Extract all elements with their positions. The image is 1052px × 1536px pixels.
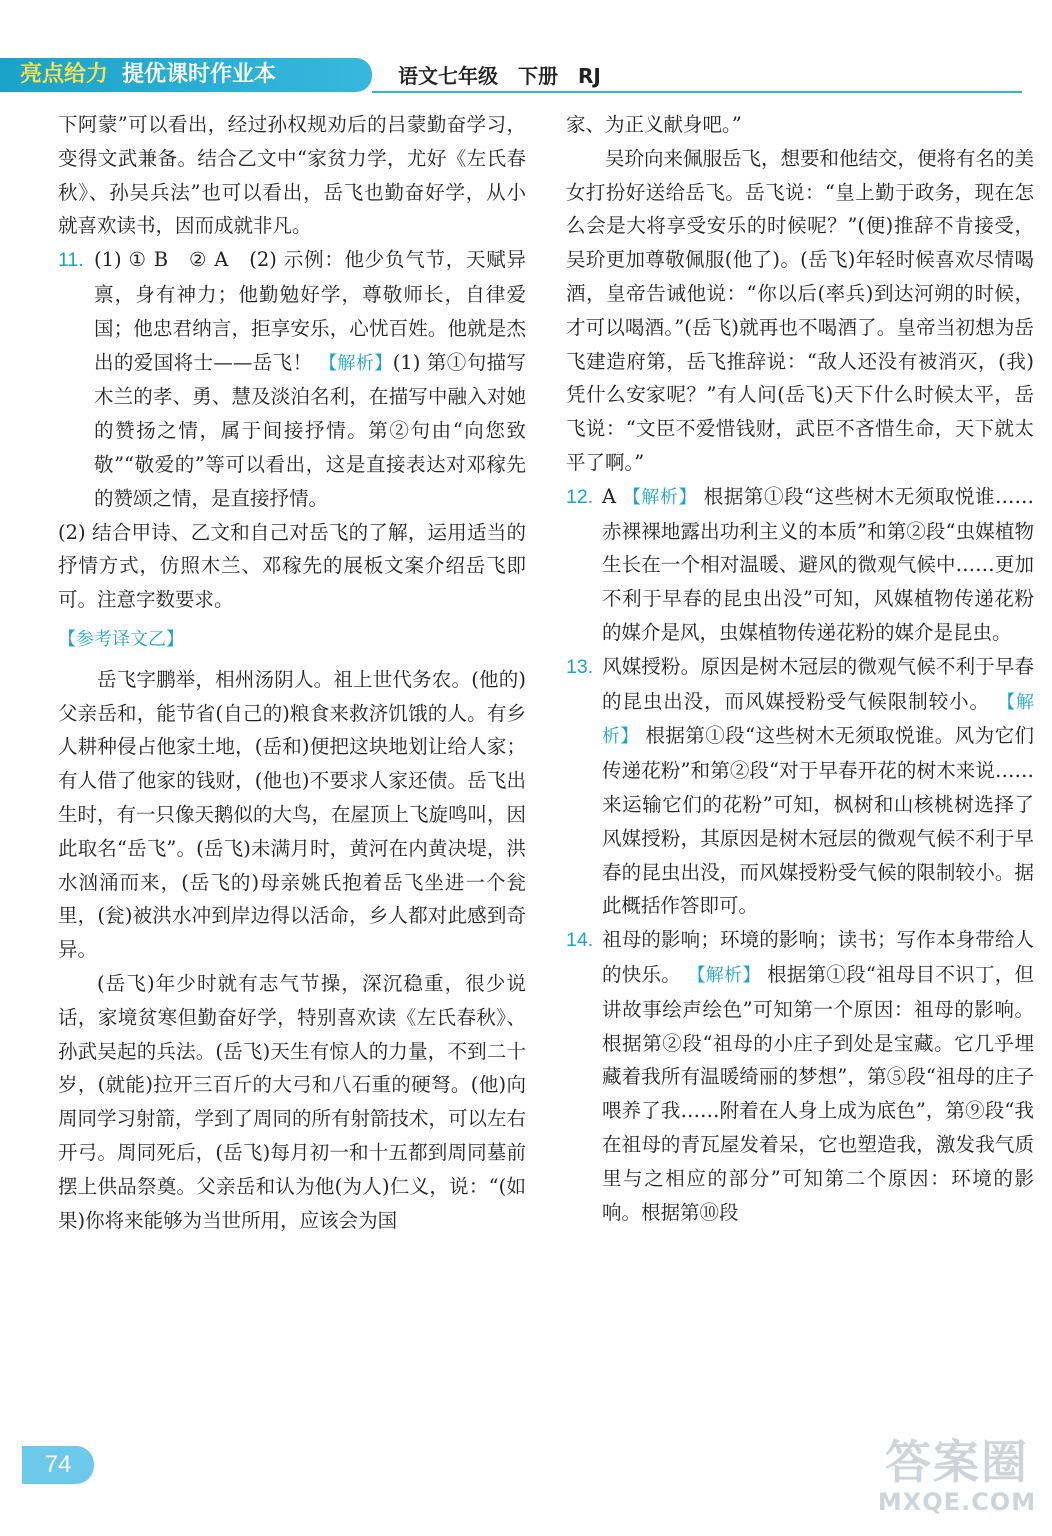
paragraph: (2) 结合甲诗、乙文和自己对岳飞的了解，运用适当的抒情方式，仿照木兰、邓稼先的展板文案介绍岳飞即可。注意字数要求。 <box>58 520 526 612</box>
brand-subtitle: 提优课时作业本 <box>122 62 277 87</box>
header-divider <box>372 91 1022 93</box>
question-number: 13. <box>566 655 594 678</box>
analysis-text: 根据第①段“祖母目不识丁，但讲故事绘声绘色”可知第一个原因：祖母的影响。根据第②段“祖母的小庄子到处是宝藏。它几乎埋藏着我所有温暖绮丽的梦想”，第⑤段“祖母的庄子喂养了我……附着在人身上成为底色”，第⑨段“我在祖母的青瓦屋发着呆，它也塑造我，激发我气质里与之相应的部分”可知第二个原因：环境的影响。根据第⑩段 <box>602 962 1034 1224</box>
paragraph: 下阿蒙”可以看出，经过孙权规劝后的吕蒙勤奋学习，变得文武兼备。结合乙文中“家贫力学，尤好《左氏春秋》、孙吴兵法”也可以看出，岳飞也勤奋好学，从小就喜欢读书，因而成就非凡。 <box>58 113 526 238</box>
analysis-text: 根据第①段“这些树木无须取悦谁……赤裸裸地露出功利主义的本质”和第②段“虫媒植物生长在一个相对温暖、避风的微观气候中……更加不利于早春的昆虫出没”可知，风媒植物传递花粉的媒介是风，虫媒植物传递花粉的媒介是昆虫。 <box>602 484 1034 644</box>
analysis-text: 根据第①段“这些树木无须取悦谁。风为它们传递花粉”和第②段“对于早春开花的树木来说……来运输它们的花粉”可知，枫树和山核桃树选择了风媒授粉，其原因是树木冠层的微观气候不利于早春的昆虫出没，而风媒授粉受气候的限制较小。据此概括作答即可。 <box>602 724 1034 918</box>
left-column <box>58 108 526 1237</box>
paragraph: 家、为正义献身吧。” <box>566 113 742 136</box>
header-banner <box>0 58 372 92</box>
question-14 <box>566 923 1034 1229</box>
watermark-text: 答案圈 <box>885 1435 1029 1489</box>
analysis-tag: 【解析】 <box>687 964 761 986</box>
watermark-url: MXQE.COM <box>877 1488 1037 1516</box>
answer-text: 风媒授粉。原因是树木冠层的微观气候不利于早春的昆虫出没，而风媒授粉受气候限制较小。 <box>602 654 1034 713</box>
question-number: 14. <box>566 929 594 952</box>
brand-title: 亮点给力 <box>20 62 109 87</box>
watermark-logo <box>872 1436 1042 1532</box>
analysis-text: (1) 第①句描写木兰的孝、勇、慧及淡泊名利，在描写中融入对她的赞扬之情，属于间接抒情。第②句由“向您致敬”“敬爱的”等可以看出，这是直接表达对邓稼先的赞颂之情，是直接抒情。 <box>94 350 526 510</box>
analysis-tag: 【解析】 <box>622 486 698 508</box>
page-number: 74 <box>22 1446 94 1484</box>
analysis-tag: 【解析】 <box>602 691 1034 748</box>
answer-text: (1) ① B ② A (2) 示例：他少负气节，天赋异禀，身有神力；他勤勉好学，尊敬师长，自律爱国；他忠君纳言，拒享安乐，心忧百姓。他就是杰出的爱国将士——岳飞！ <box>94 248 526 374</box>
question-number: 12. <box>566 485 594 508</box>
question-13 <box>566 650 1034 923</box>
answer-text: A <box>602 484 617 508</box>
question-12 <box>566 480 1034 650</box>
subject-label: 语文七年级 下册 RJ <box>398 64 601 88</box>
translation-paragraph: 吴玠向来佩服岳飞，想要和他结交，便将有名的美女打扮好送给岳飞。岳飞说：“皇上勤于政务，现在怎么会是大将享受安乐的时候呢？”(便)推辞不肯接受，吴玠更加尊敬佩服(他了)。(岳飞)年轻时候喜欢尽情喝酒，皇帝告诫他说：“你以后(率兵)到达河朔的时候，才可以喝酒。”(岳飞)就再也不喝酒了。皇帝当初想为岳飞建造府第，岳飞推辞说：“敌人还没有被消灭，(我)凭什么安家呢？”有人问(岳飞)天下什么时候太平，岳飞说：“文臣不爱惜钱财，武臣不吝惜生命，天下就太平了啊。” <box>566 146 1035 474</box>
question-number: 11. <box>58 249 84 272</box>
reference-title: 【参考译文乙】 <box>58 628 184 650</box>
translation-paragraph: (岳飞)年少时就有志气节操，深沉稳重，很少说话，家境贫寒但勤奋好学，特别喜欢读《左氏春秋》、孙武吴起的兵法。(岳飞)天生有惊人的力量，不到二十岁，(就能)拉开三百斤的大弓和八石重的硬弩。(他)向周同学习射箭，学到了周同的所有射箭技术，可以左右开弓。周同死后，(岳飞)每月初一和十五都到周同墓前摆上供品祭奠。父亲岳和认为他(为人)仁义，说：“(如果)你将来能够为当世所用，应该会为国 <box>58 971 527 1232</box>
question-11 <box>58 243 526 515</box>
answer-text: 祖母的影响；环境的影响；读书；写作本身带给人的快乐。 <box>602 928 1034 986</box>
analysis-tag: 【解析】 <box>319 352 393 374</box>
translation-paragraph: 岳飞字鹏举，相州汤阴人。祖上世代务农。(他的)父亲岳和，能节省(自己的)粮食来救济饥饿的人。有乡人耕种侵占他家土地，(岳和)便把这块地划让给人家；有人借了他家的钱财，(他也)不要求人家还债。岳飞出生时，有一只像天鹅似的大鸟，在屋顶上飞旋鸣叫，因此取名“岳飞”。(岳飞)未满月时，黄河在内黄决堤，洪水汹涌而来，(岳飞的)母亲姚氏抱着岳飞坐进一个瓮里，(瓮)被洪水冲到岸边得以活命，乡人都对此感到奇异。 <box>58 667 527 962</box>
right-column <box>566 108 1034 1229</box>
